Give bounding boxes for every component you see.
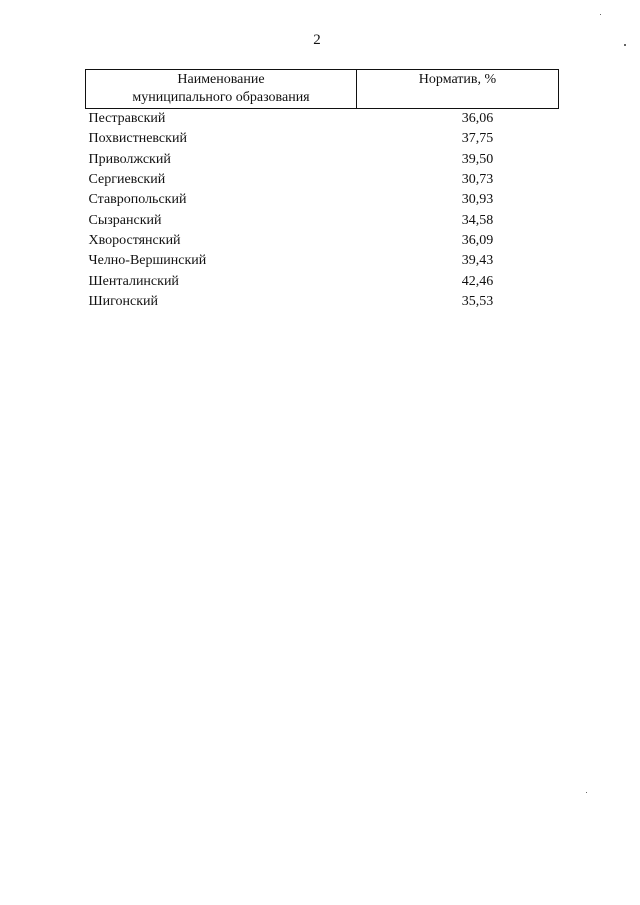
municipality-name: Хворостянский <box>88 232 181 248</box>
table-header-row <box>86 70 559 109</box>
table-row <box>86 231 559 251</box>
table-row <box>86 170 559 190</box>
municipality-name: Сергиевский <box>88 172 166 188</box>
normative-table <box>85 69 559 312</box>
norm-value: 35,53 <box>461 293 494 309</box>
norm-value: 39,43 <box>461 253 494 269</box>
municipality-name: Шигонский <box>88 293 159 309</box>
scan-speck <box>586 792 587 793</box>
norm-value: 30,73 <box>461 172 494 188</box>
municipality-name: Похвистневский <box>88 131 187 147</box>
municipality-name: Челно-Вершинский <box>88 253 207 269</box>
table-row <box>86 150 559 170</box>
table-row <box>86 190 559 210</box>
table-row <box>86 251 559 271</box>
table-row <box>86 109 559 130</box>
municipality-name: Сызранский <box>88 212 162 228</box>
column-header-name-line1: Наименование <box>177 72 265 87</box>
table-row <box>86 271 559 291</box>
municipality-name: Шенталинский <box>88 273 179 289</box>
column-header-name <box>86 70 357 109</box>
table-row <box>86 129 559 149</box>
norm-value: 34,58 <box>461 212 494 228</box>
norm-value: 39,50 <box>461 151 494 167</box>
column-header-norm: Норматив, % <box>357 70 559 109</box>
norm-value: 36,09 <box>461 232 494 248</box>
municipality-name: Пестравский <box>88 111 166 127</box>
column-header-name-line2: муниципального образования <box>132 90 310 105</box>
municipality-name: Приволжский <box>88 151 171 167</box>
norm-value: 42,46 <box>461 273 494 289</box>
page-number: 2 <box>313 32 321 48</box>
scan-speck <box>600 14 601 15</box>
norm-value: 30,93 <box>461 192 494 208</box>
norm-value: 36,06 <box>461 111 494 127</box>
municipality-name: Ставропольский <box>88 192 187 208</box>
scan-speck <box>624 44 626 46</box>
norm-value: 37,75 <box>461 131 494 147</box>
table-row <box>86 210 559 230</box>
table-row <box>86 292 559 312</box>
